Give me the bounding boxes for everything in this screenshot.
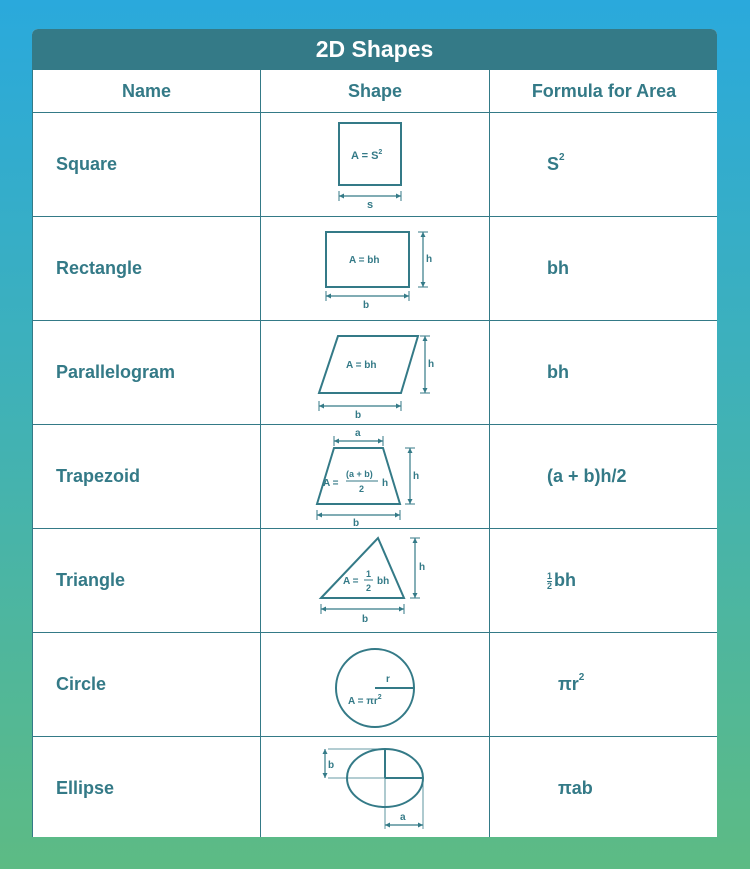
svg-text:b: b (355, 410, 362, 421)
svg-text:1: 1 (366, 569, 372, 579)
shapes-table (32, 69, 717, 837)
svg-text:h: h (419, 562, 426, 573)
shape-name: Parallelogram (33, 321, 261, 425)
trapezoid-diagram (261, 425, 490, 529)
svg-text:A =: A = (323, 478, 339, 489)
svg-text:r: r (386, 674, 390, 685)
svg-text:A = S2: $A = S^2$ (351, 149, 383, 162)
formula-cell: bh (490, 321, 718, 425)
ellipse-diagram (261, 737, 490, 838)
rectangle-diagram (261, 217, 490, 321)
shape-name: Triangle (33, 529, 261, 633)
svg-text:A =: A = (343, 576, 359, 587)
page-title (32, 29, 717, 69)
table-row (33, 425, 718, 529)
square-diagram (261, 113, 490, 217)
shapes-card (32, 29, 717, 837)
formula-cell: $S^2$ (490, 113, 718, 217)
svg-text:h: h (426, 254, 433, 265)
svg-text:A = bh: A = bh (349, 255, 380, 266)
formula-cell: $\pi r^2$ (490, 633, 718, 737)
header-name: Name (33, 70, 261, 113)
svg-text:bh: bh (377, 576, 390, 587)
table-row (33, 529, 718, 633)
table-row (33, 217, 718, 321)
svg-text:a: a (355, 428, 361, 439)
svg-text:(a + b): (a + b) (346, 469, 373, 479)
shape-name: Ellipse (33, 737, 261, 838)
svg-text:b: b (328, 760, 335, 771)
shape-name: Trapezoid (33, 425, 261, 529)
parallelogram-diagram (261, 321, 490, 425)
svg-text:2: 2 (359, 484, 365, 494)
table-row (33, 113, 718, 217)
formula-cell: (a + b)h/2 (490, 425, 718, 529)
formula-cell: $\frac{1}{2}$ bh (490, 529, 718, 633)
header-row (33, 70, 718, 113)
svg-text:b: b (363, 300, 370, 311)
svg-text:h: h (382, 478, 389, 489)
formula-cell: πab (490, 737, 718, 838)
table-row (33, 633, 718, 737)
formula-cell: bh (490, 217, 718, 321)
svg-text:2: 2 (366, 583, 372, 593)
svg-text:a: a (400, 812, 406, 823)
svg-text:A = πr2: $A = \pi r^2$ (348, 694, 382, 707)
triangle-diagram (261, 529, 490, 633)
page-title-text: 2D Shapes (315, 35, 434, 62)
svg-text:h: h (428, 359, 435, 370)
circle-diagram (261, 633, 490, 737)
table-row (33, 737, 718, 838)
svg-text:b: b (353, 518, 360, 528)
fraction-half: $\frac{1}{2}$ (547, 570, 553, 591)
shape-name: Rectangle (33, 217, 261, 321)
svg-text:h: h (413, 471, 420, 482)
svg-text:s: s (367, 199, 374, 211)
svg-text:A = bh: A = bh (346, 360, 377, 371)
shape-name: Square (33, 113, 261, 217)
header-shape: Shape (261, 70, 490, 113)
table-row (33, 321, 718, 425)
header-formula: Formula for Area (490, 70, 718, 113)
svg-text:b: b (362, 614, 369, 625)
shape-name: Circle (33, 633, 261, 737)
